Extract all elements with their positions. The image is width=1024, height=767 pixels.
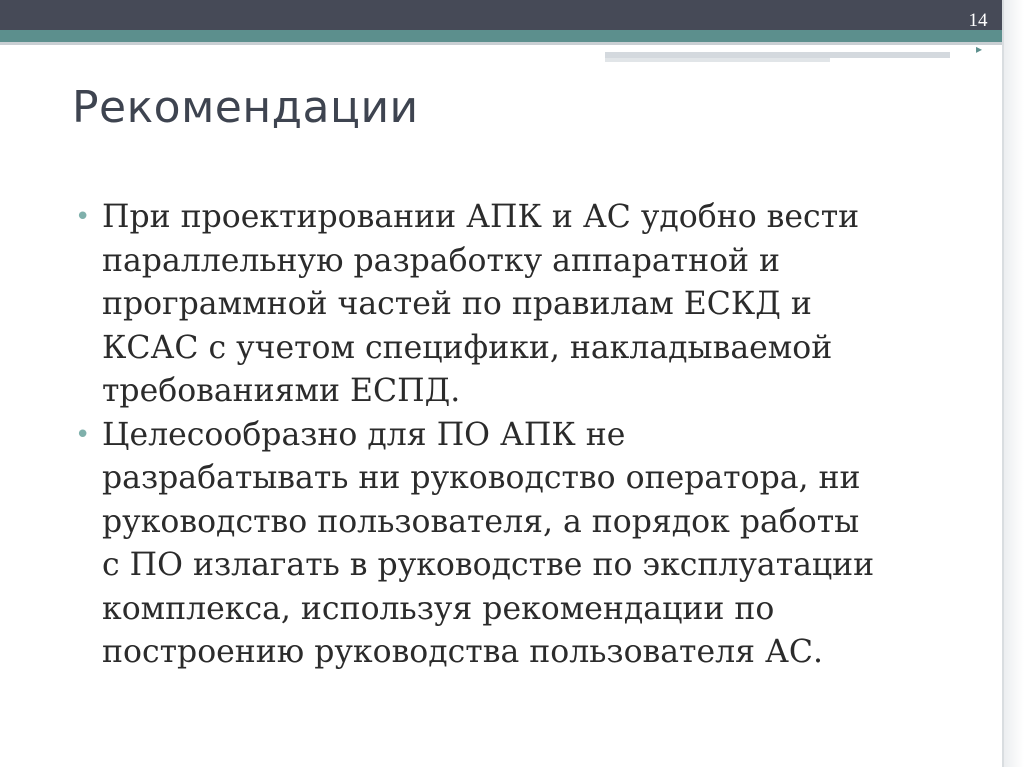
bullet-text: При проектировании АПК и АС удобно вести параллельную разработку аппаратной и программной частей по правилам ЕСКД и КСАС с учетом специфики, накладываемой требованиями ЕСПД.: [102, 199, 860, 409]
bullet-list: [72, 196, 972, 675]
slide-title: Рекомендации: [72, 82, 419, 133]
bullet-dot-icon: •: [75, 419, 91, 450]
side-rule-shadow: [1004, 0, 1024, 767]
page-number: 14: [968, 10, 988, 31]
header-band-dark: [0, 0, 1024, 30]
header-band-stripe-short: [605, 58, 830, 62]
header-band-accent: [0, 30, 1024, 42]
bullet-item: [72, 414, 972, 675]
bullet-dot-icon: •: [75, 202, 91, 232]
bullet-item: [72, 196, 972, 414]
header-band-light: [0, 42, 1024, 45]
bullet-text: Целесообразно для ПО АПК не разрабатывать ни руководство оператора, ни руководство пользователя, а порядок работы с ПО излагать в руководстве по эксплуатации комплекса, используя рекомендации по построению руководства пользователя АС.: [102, 416, 875, 670]
triangle-right-icon: ▸: [976, 42, 983, 56]
